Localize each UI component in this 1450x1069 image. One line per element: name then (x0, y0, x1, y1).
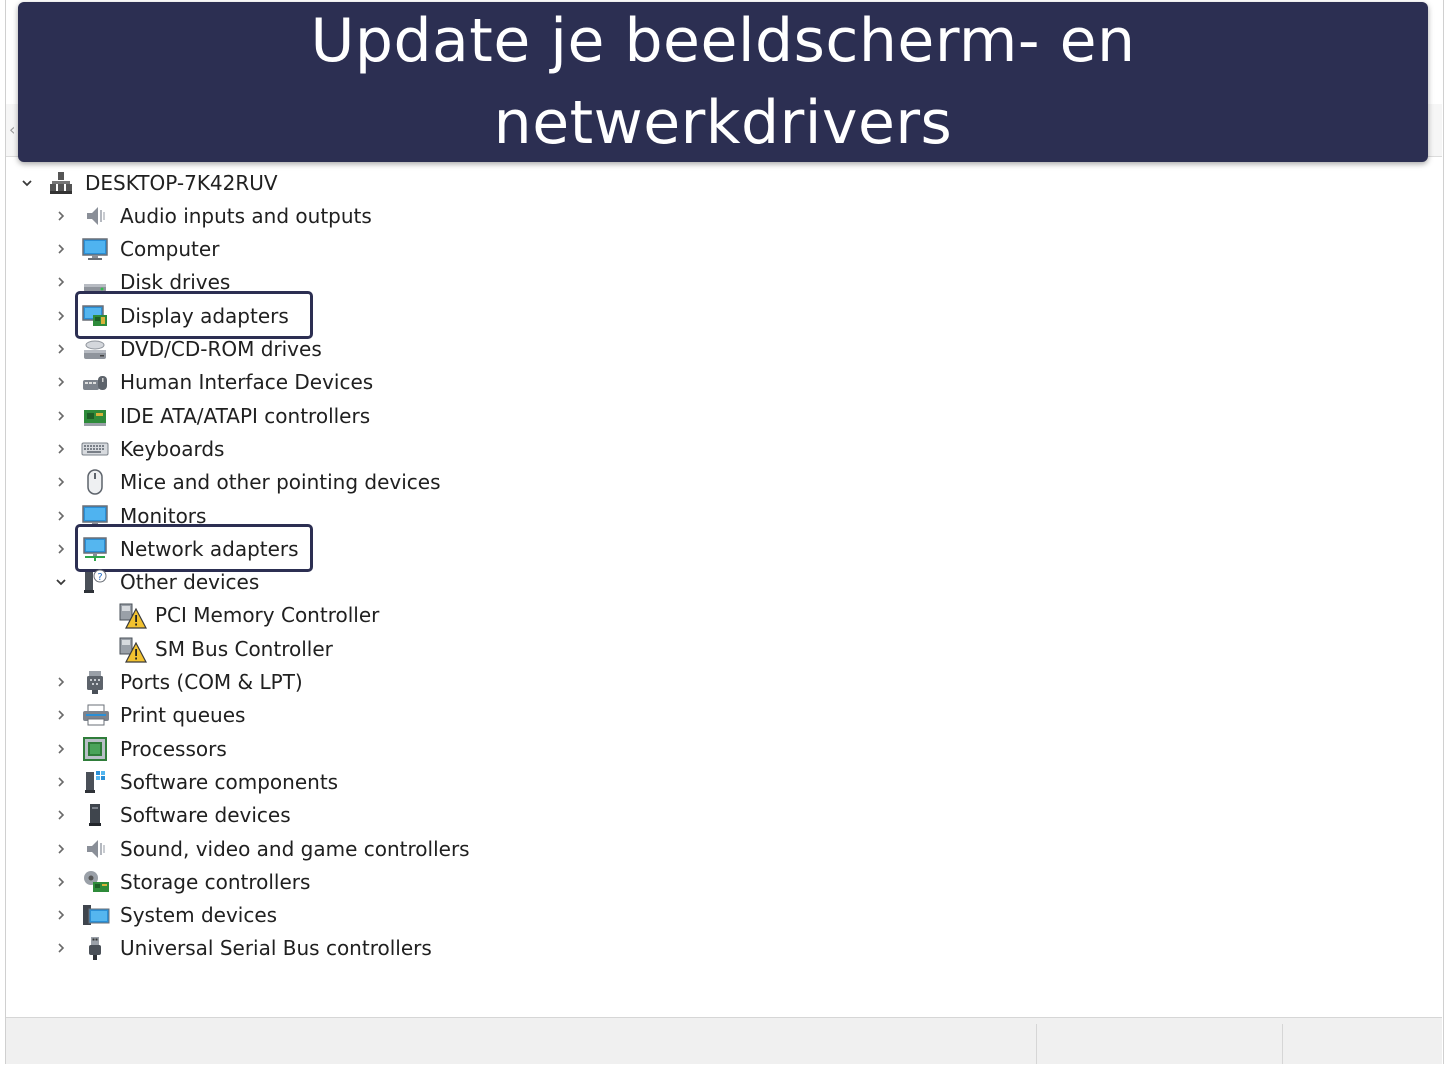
tree-item-sound-video-and-game-controllers[interactable] (54, 832, 470, 865)
speaker-icon (81, 835, 109, 863)
system-device-icon (81, 901, 109, 929)
hid-icon (81, 368, 109, 396)
chevron-right-icon[interactable] (54, 209, 68, 223)
tree-item-processors[interactable] (54, 732, 227, 765)
tree-item-label: Other devices (120, 570, 260, 595)
tree-item-label: Disk drives (120, 270, 231, 295)
tree-item-mice-and-other-pointing-devices[interactable] (54, 466, 441, 499)
chevron-right-icon[interactable] (54, 342, 68, 356)
chevron-right-icon[interactable] (54, 242, 68, 256)
tree-item-computer[interactable] (54, 233, 219, 266)
printer-icon (81, 701, 109, 729)
tree-item-pci-memory-controller[interactable] (90, 599, 379, 632)
tree-item-label: System devices (120, 903, 278, 928)
tree-item-label: Storage controllers (120, 869, 311, 894)
unknown-device-icon (81, 568, 109, 596)
tree-item-print-queues[interactable] (54, 699, 245, 732)
tree-item-label: IDE ATA/ATAPI controllers (120, 403, 371, 428)
keyboard-icon (81, 435, 109, 463)
chevron-right-icon[interactable] (54, 275, 68, 289)
tree-item-label: Ports (COM & LPT) (120, 670, 303, 694)
chevron-right-icon[interactable] (54, 708, 68, 722)
tree-item-dvd-cd-rom-drives[interactable] (54, 333, 322, 366)
dvd-drive-icon (81, 335, 109, 363)
chevron-right-icon[interactable] (54, 875, 68, 889)
tree-item-label: SM Bus Controller (155, 636, 333, 661)
mouse-icon (81, 468, 109, 496)
tree-item-label: Network adapters (120, 536, 299, 561)
chevron-right-icon[interactable] (54, 375, 68, 389)
title-banner (18, 2, 1428, 162)
tree-item-label: PCI Memory Controller (155, 603, 380, 628)
chevron-right-icon[interactable] (54, 409, 68, 423)
tree-item-label: Software components (120, 769, 339, 794)
chevron-right-icon[interactable] (54, 742, 68, 756)
chevron-down-icon[interactable] (54, 575, 68, 589)
tree-item-label: Processors (120, 736, 227, 761)
tree-item-label: Keyboards (120, 436, 225, 461)
status-divider (1036, 1024, 1037, 1064)
chevron-right-icon[interactable] (54, 775, 68, 789)
status-divider (1282, 1024, 1283, 1064)
tree-item-sm-bus-controller[interactable] (90, 632, 333, 665)
chevron-spacer (90, 608, 104, 622)
chevron-right-icon[interactable] (54, 908, 68, 922)
tree-item-label: Mice and other pointing devices (120, 470, 441, 495)
chevron-right-icon[interactable] (54, 842, 68, 856)
chevron-right-icon[interactable] (54, 309, 68, 323)
storage-controller-icon (81, 868, 109, 896)
warning-device-icon (117, 635, 145, 663)
tree-item-software-components[interactable] (54, 765, 338, 798)
chevron-right-icon[interactable] (54, 442, 68, 456)
port-icon (81, 668, 109, 696)
tree-item-label: DVD/CD-ROM drives (120, 337, 322, 361)
tree-root[interactable] (20, 166, 278, 199)
status-bar (6, 1017, 1442, 1064)
chevron-right-icon[interactable] (54, 941, 68, 955)
speaker-icon (81, 202, 109, 230)
chevron-right-icon[interactable] (54, 475, 68, 489)
monitor-icon (81, 235, 109, 263)
tree-item-label: Audio inputs and outputs (120, 203, 372, 228)
software-component-icon (81, 768, 109, 796)
tree-item-label: Display adapters (120, 303, 289, 328)
chevron-right-icon[interactable] (54, 542, 68, 556)
tree-item-label: Print queues (120, 703, 246, 728)
chevron-down-icon[interactable] (20, 176, 34, 190)
tree-item-label: Software devices (120, 803, 291, 828)
chevron-right-icon[interactable] (54, 808, 68, 822)
tree-item-label: DESKTOP-7K42RUV (85, 170, 278, 195)
tree-item-label: Sound, video and game controllers (120, 836, 470, 861)
back-arrow-icon[interactable]: ‹ (9, 120, 16, 139)
tree-item-keyboards[interactable] (54, 432, 224, 465)
chevron-spacer (90, 642, 104, 656)
tree-item-label: Human Interface Devices (120, 370, 374, 395)
software-device-icon (81, 801, 109, 829)
tree-item-software-devices[interactable] (54, 799, 291, 832)
processor-icon (81, 735, 109, 763)
computer-tree-icon (47, 169, 75, 197)
chevron-right-icon[interactable] (54, 509, 68, 523)
tree-item-label: Universal Serial Bus controllers (120, 936, 432, 961)
tree-item-ports-com-lpt[interactable] (54, 666, 303, 699)
tree-item-label: Computer (120, 237, 220, 262)
warning-device-icon (117, 601, 145, 629)
tree-item-label: Monitors (120, 503, 207, 528)
tree-item-other-devices[interactable] (54, 566, 259, 599)
chevron-right-icon[interactable] (54, 675, 68, 689)
tree-item-storage-controllers[interactable] (54, 865, 310, 898)
tree-item-audio-inputs-and-outputs[interactable] (54, 199, 372, 232)
tree-item-ide-ata-atapi-controllers[interactable] (54, 399, 370, 432)
usb-icon (81, 934, 109, 962)
ide-controller-icon (81, 402, 109, 430)
tree-item-human-interface-devices[interactable] (54, 366, 373, 399)
banner-title: Update je beeldscherm- en netwerkdrivers (310, 6, 1136, 158)
tree-item-universal-serial-bus-controllers[interactable] (54, 932, 432, 965)
tree-item-system-devices[interactable] (54, 899, 277, 932)
svg-text:?: ? (97, 572, 103, 584)
